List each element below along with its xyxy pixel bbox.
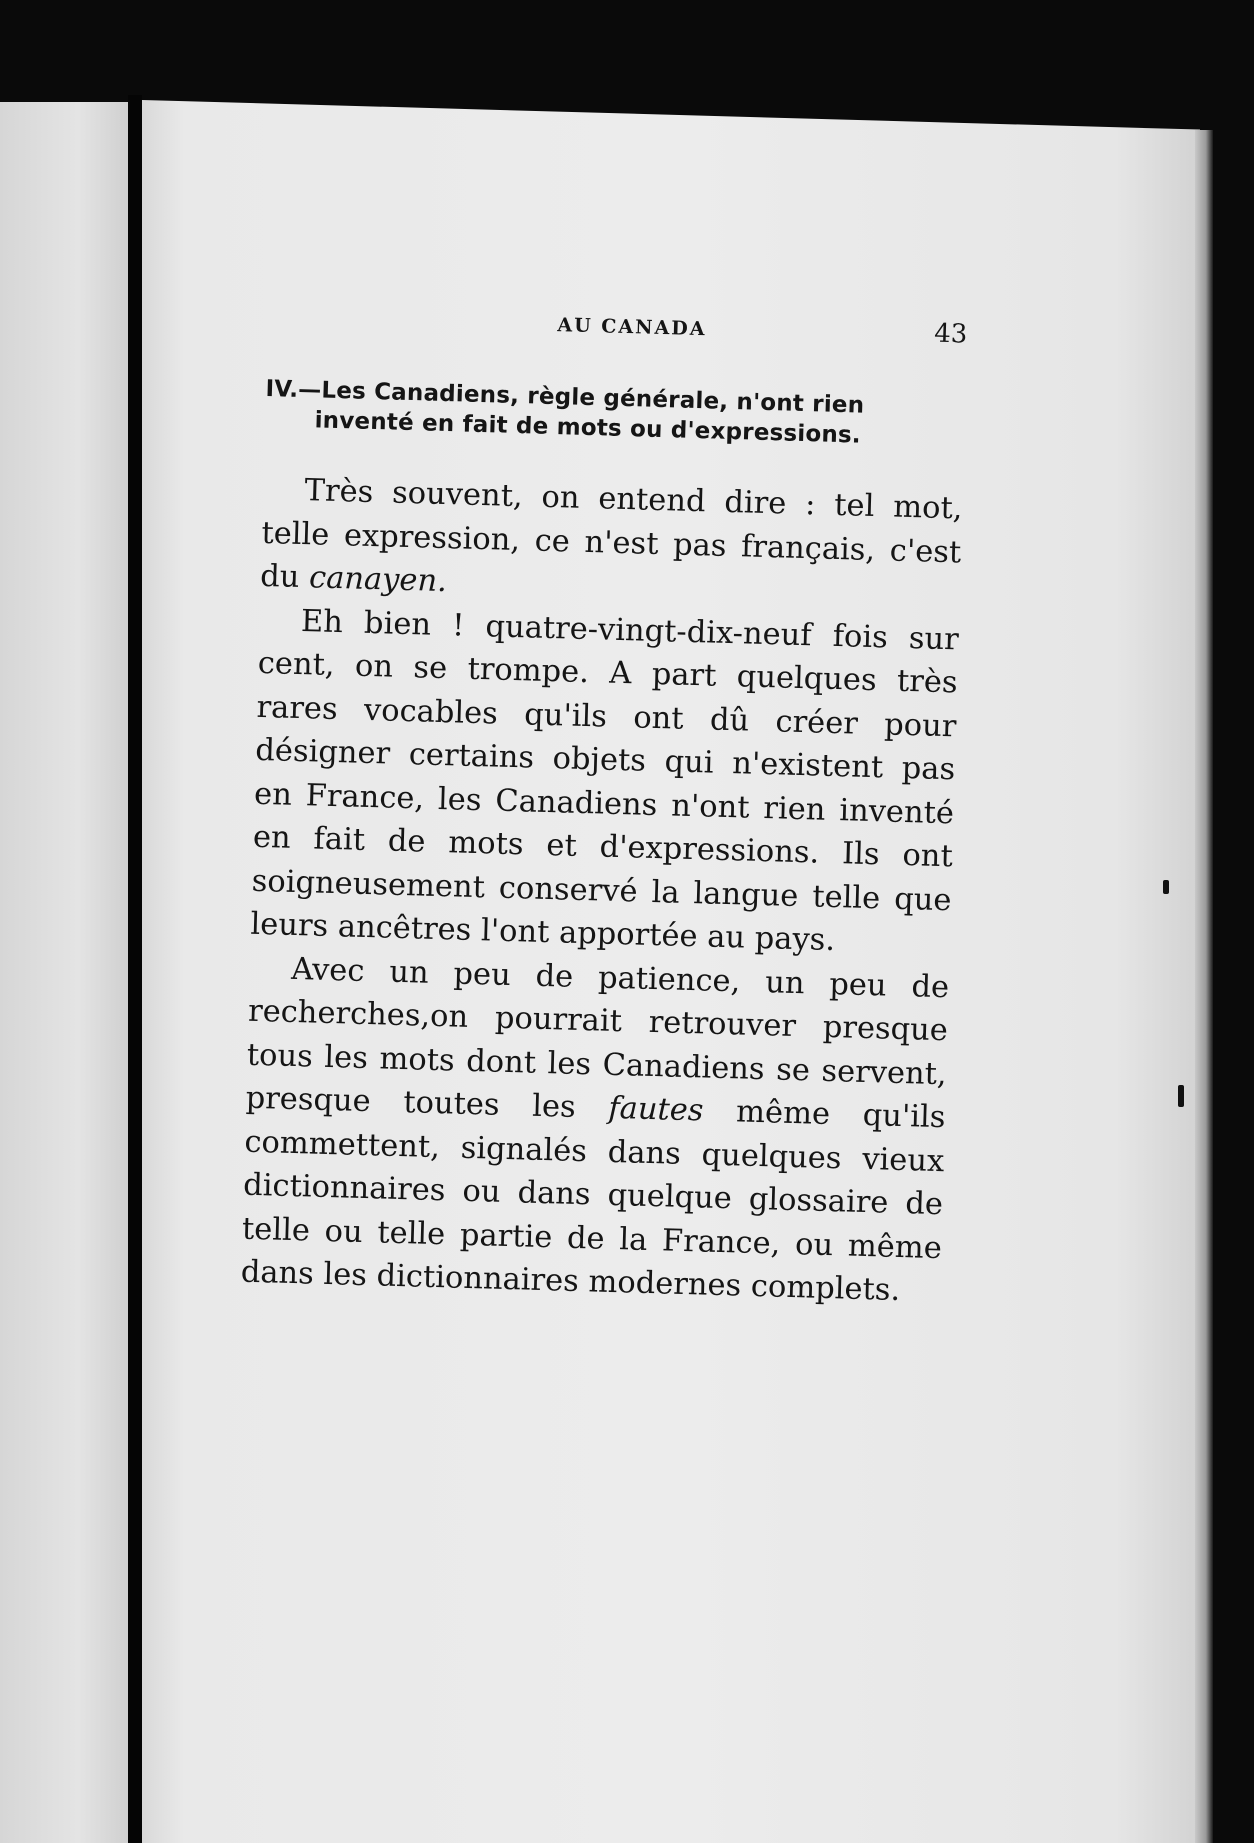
section-heading bbox=[264, 374, 965, 454]
paragraph-1-text: Très souvent, on entend dire : tel mot, telle expression, ce n'est pas français, c'est du bbox=[259, 473, 963, 595]
page-edge-shadow bbox=[1195, 130, 1213, 1843]
paragraph-2 bbox=[250, 598, 959, 965]
scan-speck bbox=[1178, 1085, 1184, 1107]
paragraph-1 bbox=[260, 468, 963, 618]
paragraph-3-after: même qu'ils commettent, signalés dans quelques vieux dictionnaires ou dans quelque glossaire de telle ou telle partie de la France, ou même dans les dictionnaires modernes complets. bbox=[240, 1094, 946, 1309]
scan-speck bbox=[1163, 880, 1169, 894]
paragraph-2-text: Eh bien ! quatre-vingt-dix-neuf fois sur cent, on se trompe. A part quelques très rares vocables qu'ils ont dû créer pour désigner certains objets qui n'existent pas en France, les Canadiens n'ont rien inventé en fait de mots et d'expressions. Ils ont soigneusement conservé la langue telle que leurs ancêtres l'ont apportée au pays. bbox=[250, 603, 960, 959]
book-binding-gutter bbox=[128, 95, 142, 1843]
section-heading-line-1: IV.—Les Canadiens, règle générale, n'ont rien bbox=[265, 375, 865, 419]
paragraph-3-before: Avec un peu de patience, un peu de recherches,on pourrait retrouver presque tous les mots dont les Canadiens se servent, presque toutes les bbox=[245, 951, 950, 1125]
section-heading-line-2: inventé en fait de mots ou d'expressions. bbox=[314, 407, 862, 449]
running-head-title: AU CANADA bbox=[557, 314, 707, 341]
paragraph-3 bbox=[240, 946, 949, 1313]
page-text-block bbox=[240, 300, 967, 1314]
page-number: 43 bbox=[933, 318, 968, 350]
paragraph-3-italic: fautes bbox=[607, 1090, 704, 1129]
paragraph-1-italic: canayen. bbox=[308, 560, 448, 600]
left-page-margin bbox=[0, 102, 130, 1843]
